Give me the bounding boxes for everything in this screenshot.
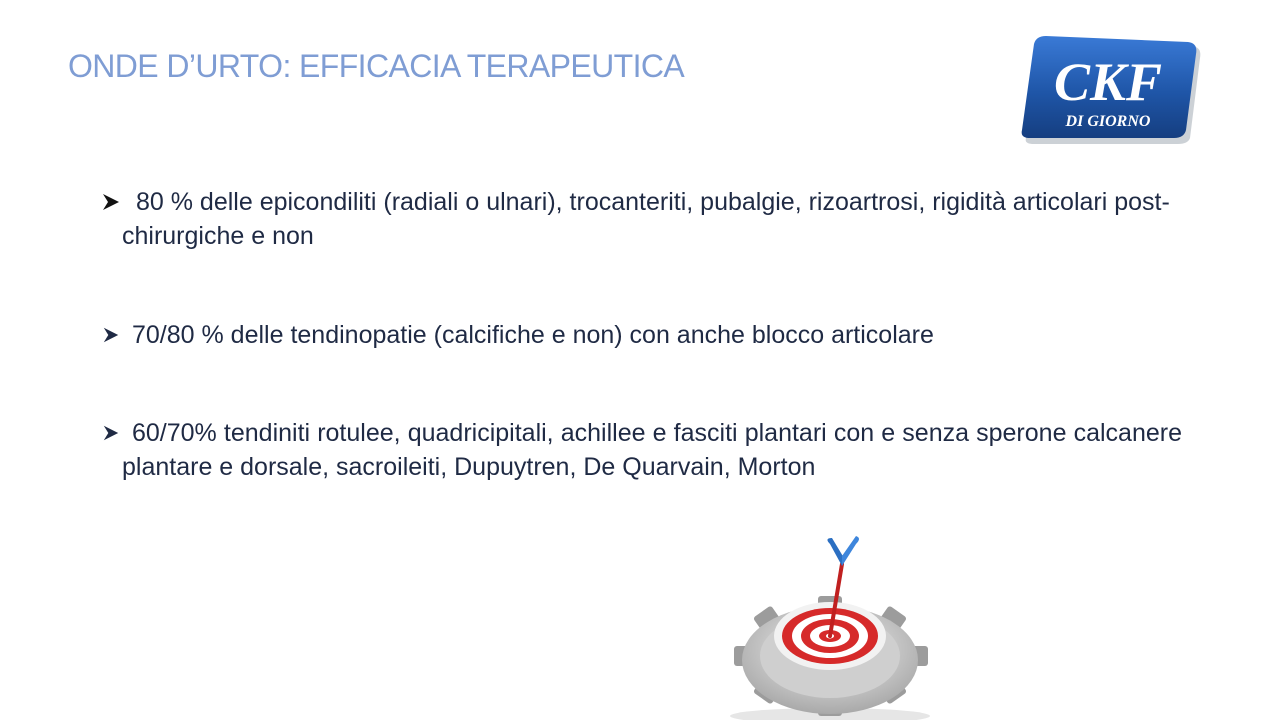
logo-main-text: CKF — [1053, 52, 1163, 112]
bullet-item — [100, 185, 1182, 253]
bullet-text: 60/70% tendiniti rotulee, quadricipitali, achillee e fasciti plantari con e senza sperone calcanere plantare e dorsale, sacroileiti, Dupuytren, De Quarvain, Morton — [122, 419, 1182, 481]
slide-title: ONDE D’URTO: EFFICACIA TERAPEUTICA — [68, 48, 685, 84]
arrow-bullet-icon — [100, 416, 122, 450]
bullet-item — [100, 416, 1182, 484]
arrow-bullet-icon — [100, 185, 122, 219]
bullet-text: 70/80 % delle tendinopatie (calcifiche e non) con anche blocco articolare — [132, 321, 934, 349]
logo-sub-text: DI GIORNO — [1065, 113, 1151, 130]
target-gear-illustration — [720, 536, 960, 720]
arrow-bullet-icon — [100, 318, 122, 352]
bullet-text: 80 % delle epicondiliti (radiali o ulnari), trocanteriti, pubalgie, rizoartrosi, rigidità articolari post-chirurgiche e non — [122, 188, 1170, 250]
bullet-item — [100, 318, 1182, 352]
ckf-logo — [1016, 34, 1206, 146]
